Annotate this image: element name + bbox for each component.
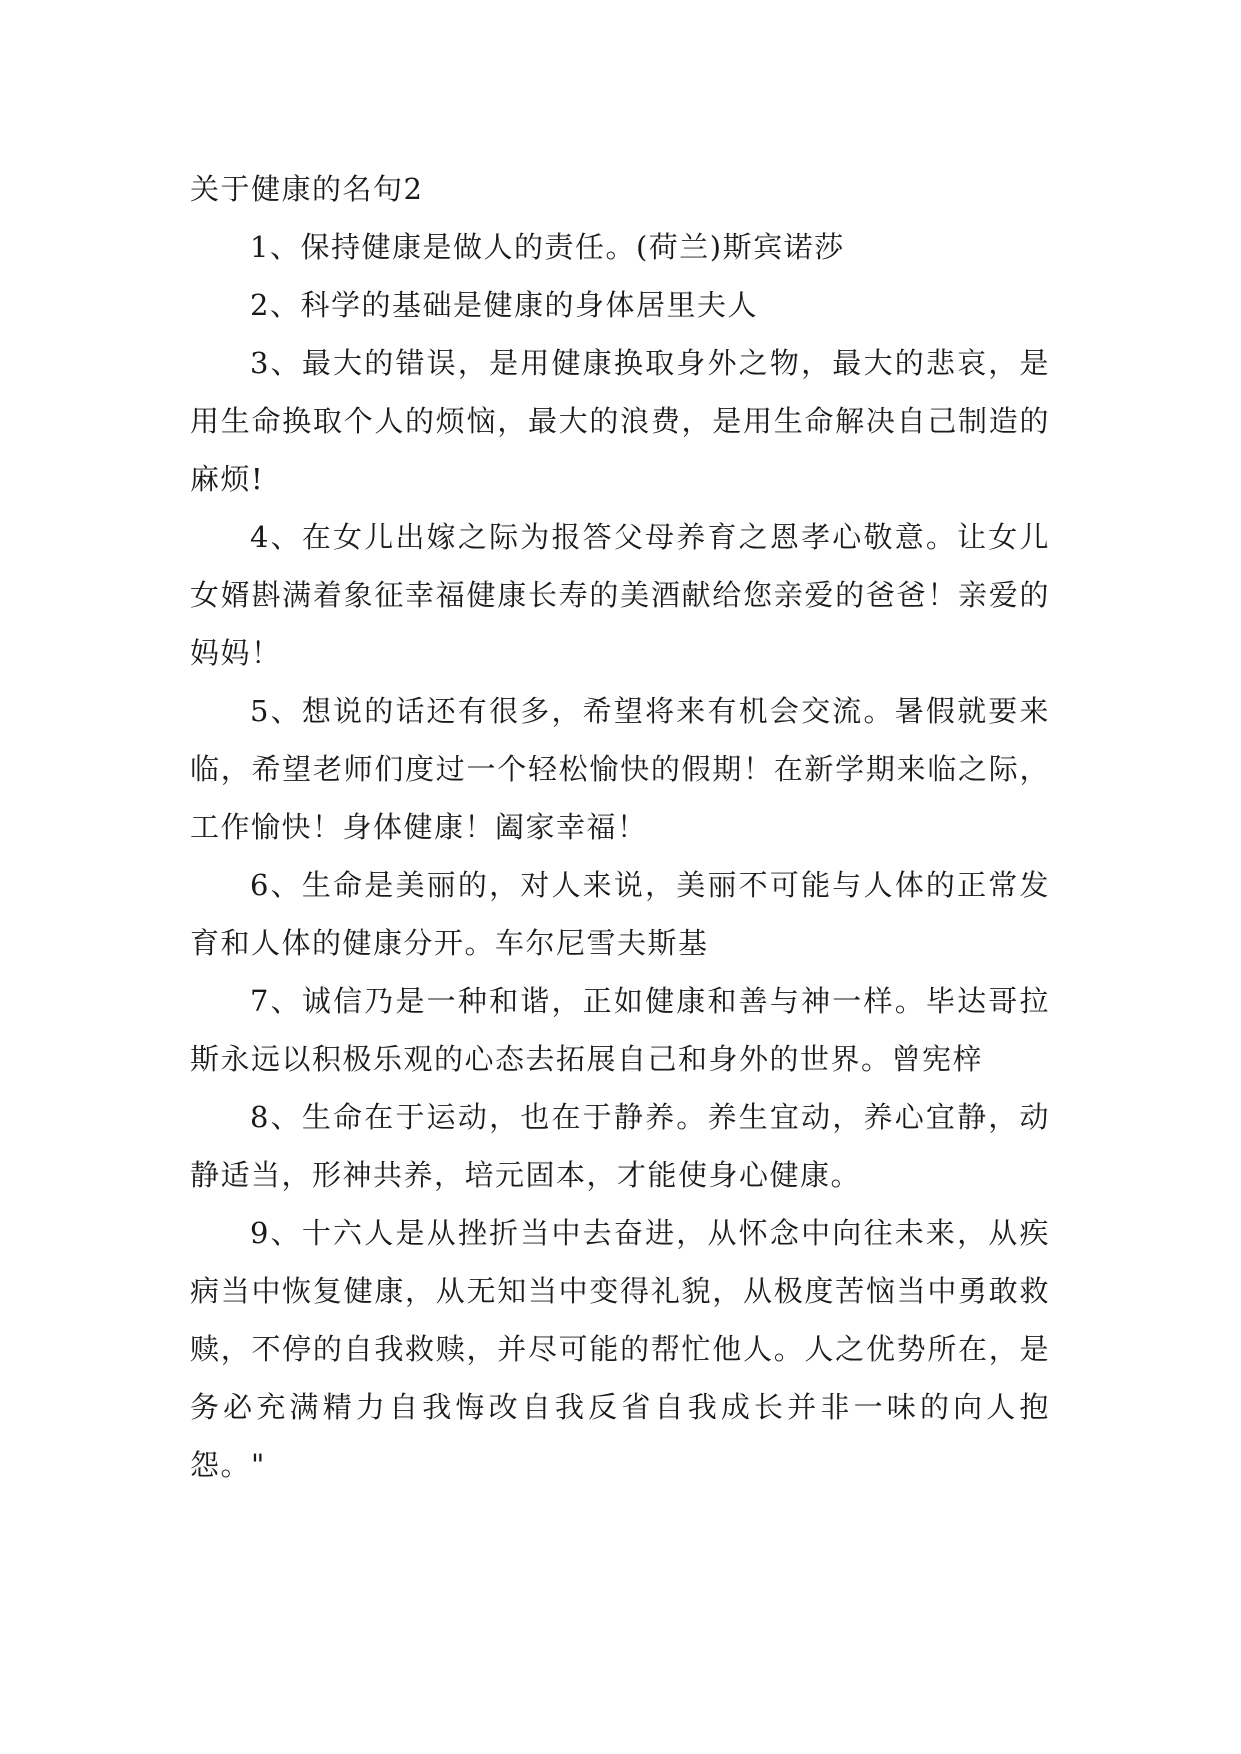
quote-paragraph-1: 1、保持健康是做人的责任。(荷兰)斯宾诺莎	[250, 230, 845, 264]
quote-paragraph-8: 8、生命在于运动，也在于静养。养生宜动，养心宜静，动静适当，形神共养，培元固本，才能使身心健康。	[190, 1100, 1050, 1192]
quote-paragraph-2: 2、科学的基础是健康的身体居里夫人	[250, 288, 758, 322]
document-body	[190, 160, 1050, 1494]
quote-paragraph-6: 6、生命是美丽的，对人来说，美丽不可能与人体的正常发育和人体的健康分开。车尔尼雪夫斯基	[190, 868, 1050, 960]
quote-paragraph-9: 9、十六人是从挫折当中去奋进，从怀念中向往未来，从疾病当中恢复健康，从无知当中变得礼貌，从极度苦恼当中勇敢救赎，不停的自我救赎，并尽可能的帮忙他人。人之优势所在，是务必充满精力自我悔改自我反省自我成长并非一味的向人抱怨。"	[190, 1216, 1050, 1482]
quote-paragraph-5: 5、想说的话还有很多，希望将来有机会交流。暑假就要来临，希望老师们度过一个轻松愉快的假期！在新学期来临之际，工作愉快！身体健康！阖家幸福！	[190, 694, 1050, 844]
document-title: 关于健康的名句2	[190, 172, 424, 206]
quote-paragraph-7: 7、诚信乃是一种和谐，正如健康和善与神一样。毕达哥拉斯永远以积极乐观的心态去拓展自己和身外的世界。曾宪梓	[190, 984, 1050, 1076]
quote-paragraph-4: 4、在女儿出嫁之际为报答父母养育之恩孝心敬意。让女儿女婿斟满着象征幸福健康长寿的美酒献给您亲爱的爸爸！亲爱的妈妈！	[190, 520, 1050, 670]
quote-paragraph-3: 3、最大的错误，是用健康换取身外之物，最大的悲哀，是用生命换取个人的烦恼，最大的浪费，是用生命解决自己制造的麻烦!	[190, 346, 1050, 496]
